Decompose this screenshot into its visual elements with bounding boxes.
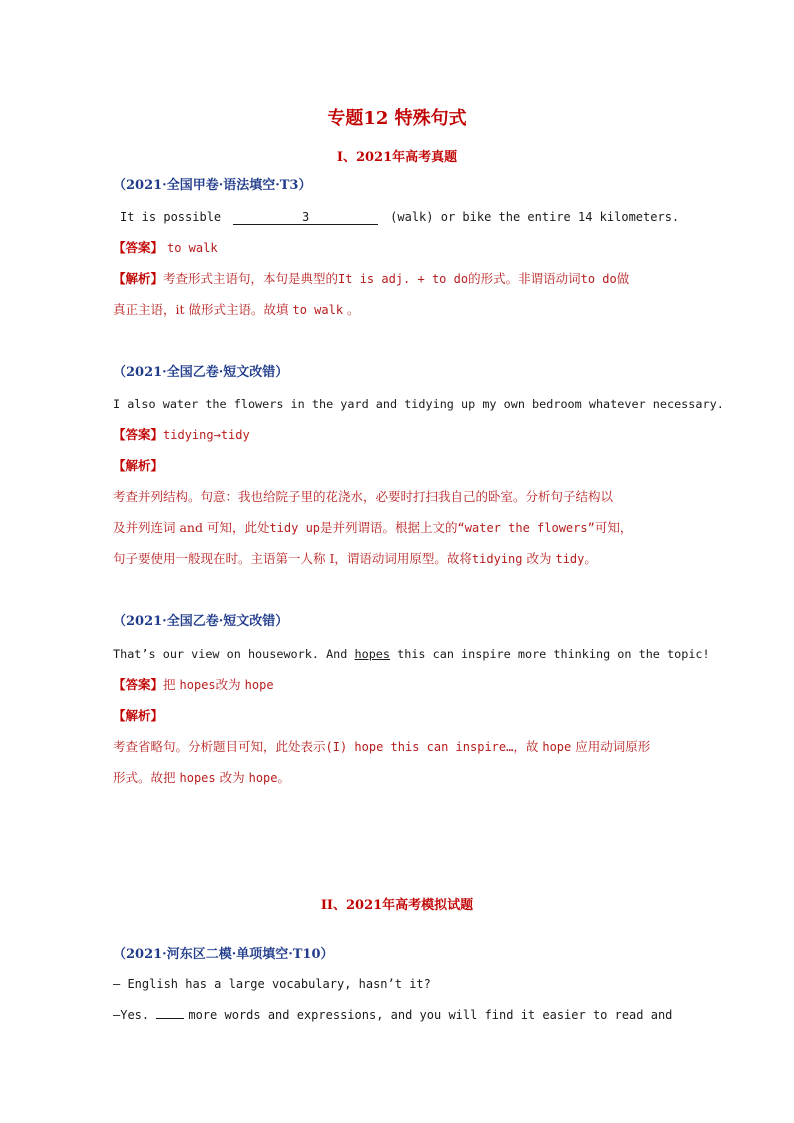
page-title: 专题12 特殊句式 (327, 108, 467, 129)
q4-line2-end: more words and expressions, and you will find it easier to read and (188, 1008, 673, 1022)
q3-analysis-text-3: 应用动词原形 (575, 739, 651, 754)
q1-sentence (120, 208, 700, 226)
q2-analysis-text: 及并列连词 and 可知，此处 (113, 520, 270, 535)
q3-answer (113, 676, 693, 694)
q2-source: （2021·全国乙卷·短文改错） (113, 365, 289, 380)
q4-source: （2021·河东区二模·单项填空·T10） (113, 947, 334, 962)
q1-analysis-label: 【解析】 (113, 271, 164, 286)
q1-source: （2021·全国甲卷·语法填空·T3） (113, 178, 312, 193)
section-heading-mock-exams: II、2021年高考模拟试题 (320, 898, 474, 913)
q4-line1: — English has a large vocabulary, hasn’t it? (113, 977, 431, 991)
q2-analysis-text-4: 句子要使用一般现在时。主语第一人称 I，谓语动词用原型。故将 (113, 551, 472, 566)
q1-analysis-code-3: to walk (292, 303, 344, 317)
q1-blank: 3 (233, 210, 378, 225)
q2-analysis-code: tidy up (269, 521, 321, 535)
q2-answer-text: tidying→tidy (163, 428, 250, 442)
q3-sentence (113, 645, 710, 663)
q2-analysis-code-3: tidy (555, 552, 585, 566)
q3-analysis-text: 考查省略句。分析题目可知，此处表示 (113, 739, 326, 754)
q2-analysis-text-5: 改为 (526, 551, 552, 566)
q2-analysis-line2 (113, 519, 693, 537)
q1-analysis-text-2: 的形式。非谓语动词 (468, 271, 581, 286)
q3-analysis-code-3: hopes (179, 771, 216, 785)
q1-sentence-start: It is possible (120, 210, 222, 224)
q1-answer (113, 239, 693, 257)
q1-analysis-code-2: to do (580, 272, 617, 286)
q3-sentence-start: That’s our view on housework. And (113, 647, 348, 661)
q2-analysis-label: 【解析】 (113, 458, 164, 473)
q3-answer-code-2: hope (244, 678, 274, 692)
q2-analysis-code-2: tidying (471, 552, 523, 566)
q3-answer-code: hopes (179, 678, 216, 692)
q3-analysis-code-2: hope (542, 740, 572, 754)
q3-answer-text-2: 改为 (215, 677, 241, 692)
q1-sentence-end: (walk) or bike the entire 14 kilometers. (390, 210, 680, 224)
q3-analysis-code: (I) hope this can inspire… (325, 740, 514, 754)
q2-analysis-heading (113, 457, 693, 475)
q3-analysis-label: 【解析】 (113, 708, 164, 723)
q4-line2 (113, 1006, 693, 1024)
q3-underlined-word: hopes (354, 647, 391, 661)
q1-analysis-line1 (113, 270, 693, 288)
q3-analysis-text-4: 形式。故把 (113, 770, 176, 785)
q2-analysis-line3 (113, 550, 693, 568)
q3-analysis-text-5: 改为 (219, 770, 245, 785)
q1-analysis-text-3: 做 (616, 271, 630, 286)
q1-answer-text: to walk (167, 241, 218, 255)
q3-answer-label: 【答案】 (113, 677, 164, 692)
q1-analysis-end: 。 (347, 302, 360, 317)
section-heading-real-exams: I、2021年高考真题 (336, 150, 458, 165)
q1-analysis-line2 (113, 301, 693, 319)
q3-analysis-end: 。 (277, 770, 291, 785)
q2-sentence: I also water the flowers in the yard and tidying up my own bedroom whatever necessary. (113, 397, 724, 411)
q3-analysis-code-4: hope (248, 771, 278, 785)
q3-source: （2021·全国乙卷·短文改错） (113, 614, 289, 629)
q3-analysis-line2 (113, 769, 693, 787)
q4-blank (156, 1018, 184, 1019)
q1-analysis-code: It is adj. + to do (338, 272, 469, 286)
q3-sentence-end: this can inspire more thinking on the topic! (397, 647, 710, 661)
q3-analysis-heading (113, 707, 693, 725)
q2-analysis-end: 。 (584, 551, 597, 566)
q2-analysis-line1: 考查并列结构。句意：我也给院子里的花浇水，必要时打扫我自己的卧室。分析句子结构以 (113, 489, 614, 504)
q2-answer (113, 426, 693, 444)
q3-answer-text: 把 (163, 677, 176, 692)
q2-analysis-text-2: 是并列谓语。根据上文的 (320, 520, 458, 535)
q1-answer-label: 【答案】 (113, 240, 164, 255)
q3-analysis-line1 (113, 738, 693, 756)
q3-analysis-text-2: ，故 (513, 739, 539, 754)
q2-analysis-quote: “water the flowers” (457, 521, 595, 535)
q1-analysis-text-4: 真正主语，it 做形式主语。故填 (113, 302, 289, 317)
q1-analysis-text: 考查形式主语句，本句是典型的 (163, 271, 339, 286)
q2-analysis-text-3: 可知， (594, 520, 633, 535)
q4-line2-start: —Yes. (113, 1008, 150, 1022)
q2-answer-label: 【答案】 (113, 427, 164, 442)
